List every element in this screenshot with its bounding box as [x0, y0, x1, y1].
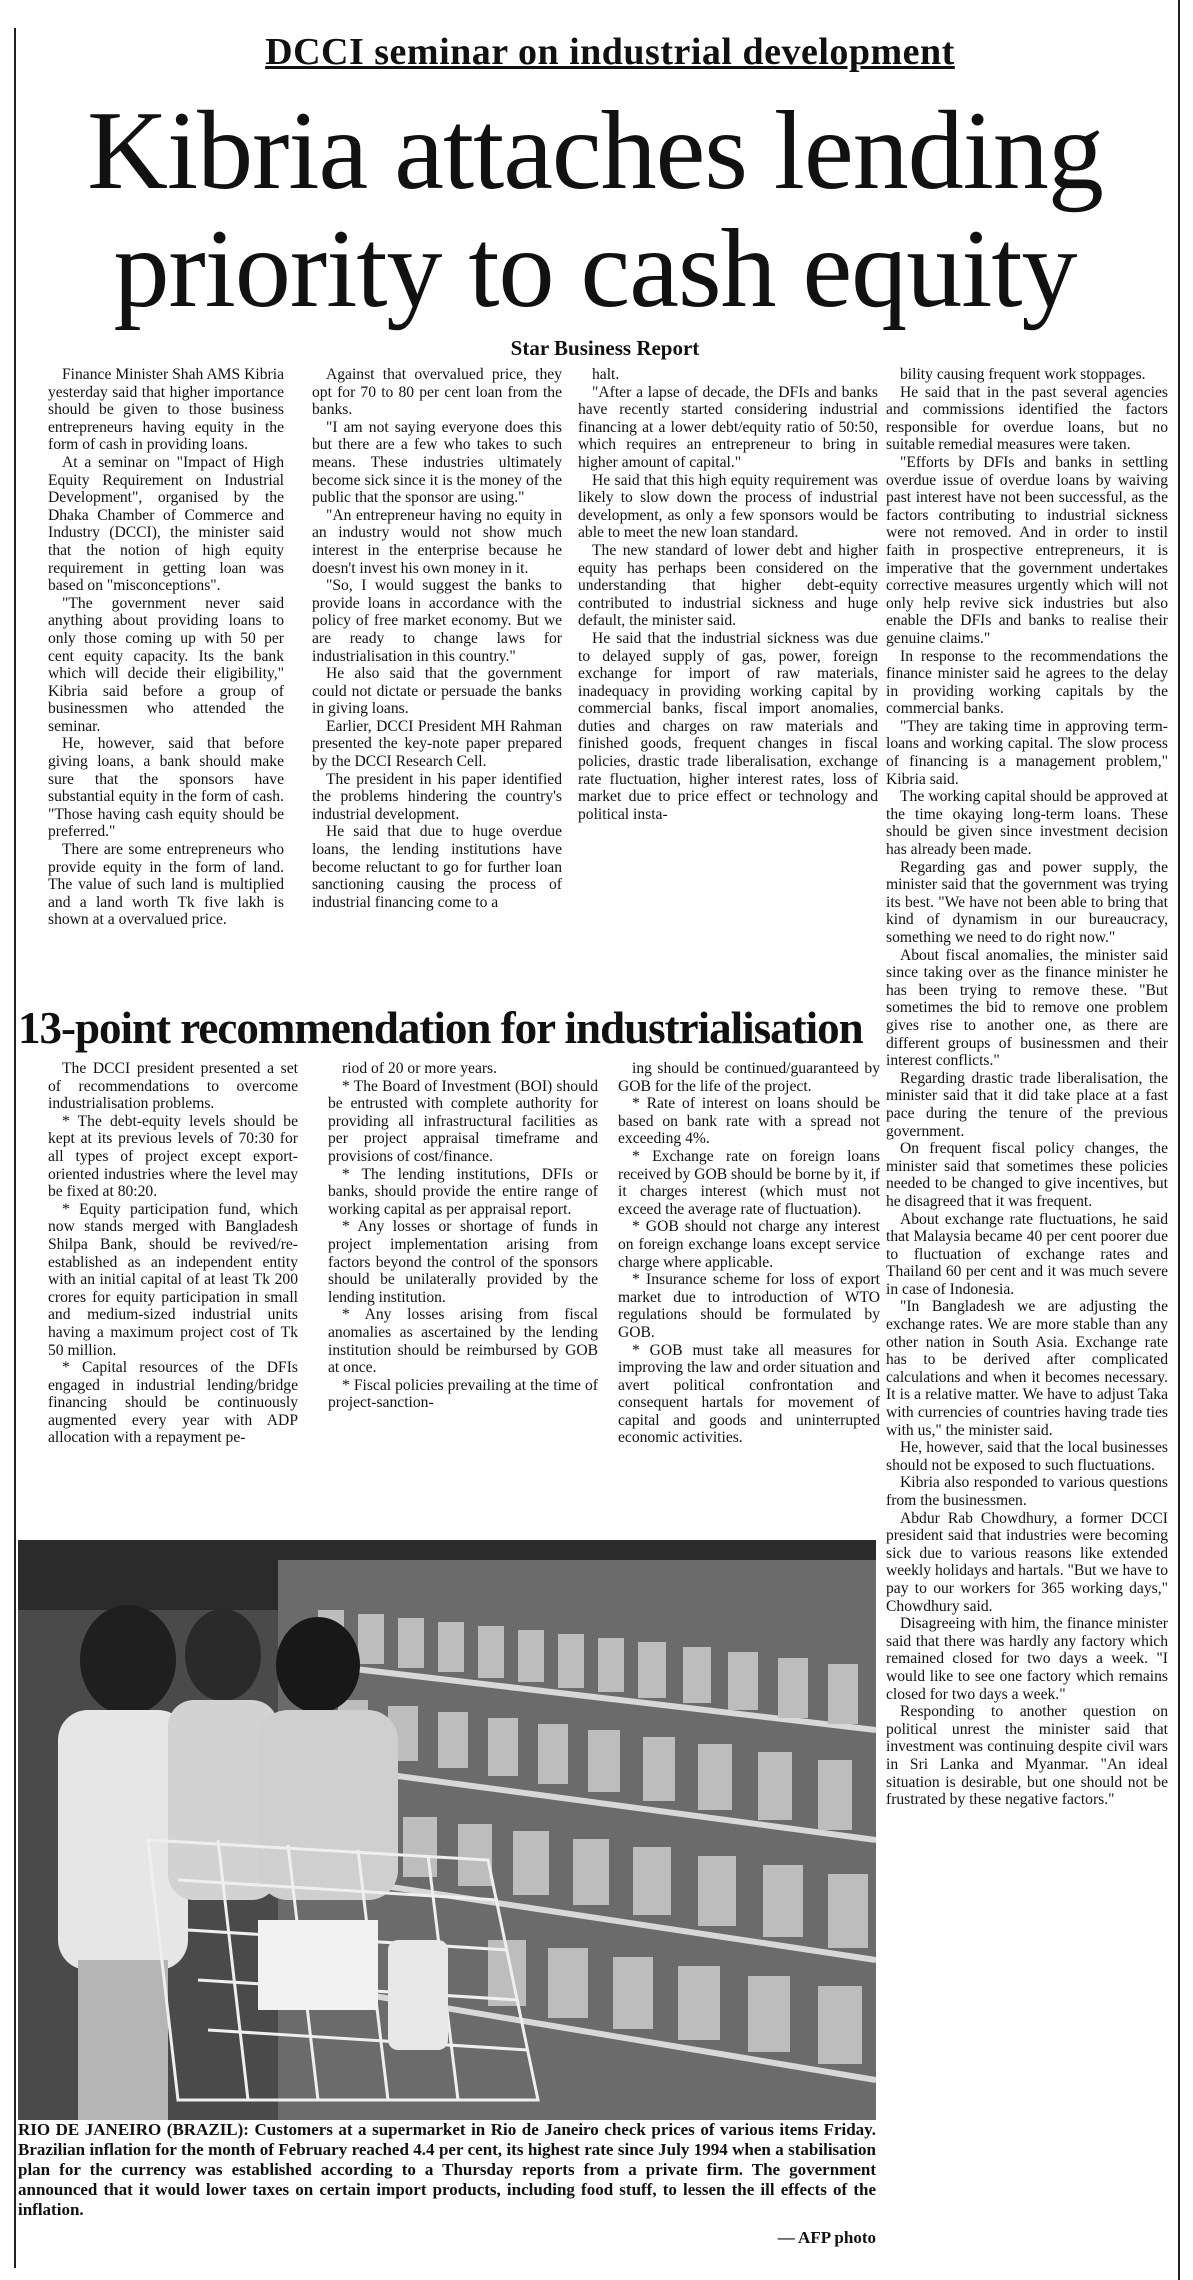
paragraph: "An entrepreneur having no equity in an industry would not show much interest in the enterprise because he doesn't invest his own money in it.	[312, 506, 562, 577]
paragraph: Earlier, DCCI President MH Rahman presented the key-note paper prepared by the DCCI Research Cell.	[312, 717, 562, 771]
kicker-title: DCCI seminar on industrial development	[265, 31, 955, 73]
headline-line-1: Kibria attaches lending	[87, 89, 1103, 213]
paragraph: "Efforts by DFIs and banks in settling overdue issue of overdue loans by waiving past interest have not been successful, as the factors contributing to industrial sickness were not removed. And in order to instil faith in prospective entrepreneurs, it is imperative that the government undertakes corrective measures urgently which will not only help revive sick industries but also enable the DFIs and banks to realise their genuine claims."	[886, 453, 1168, 647]
paragraph: ing should be continued/guaranteed by GOB for the life of the project.	[618, 1060, 880, 1095]
paragraph: "So, I would suggest the banks to provide loans in accordance with the policy of free market economy. But we are ready to change laws for industrialisation in this country."	[312, 577, 562, 665]
paragraph: * The Board of Investment (BOI) should be entrusted with complete authority for providing all infrastructural facilities as per project appraisal timeframe and provisions of cost/finance.	[328, 1077, 598, 1165]
paragraph: He said that due to huge overdue loans, the lending institutions have become reluctant to go for further loan sanctioning causing the process of industrial financing come to a	[312, 823, 562, 911]
subheadline-recommendations: 13-point recommendation for industrialisation	[18, 1003, 863, 1053]
paragraph: The new standard of lower debt and higher equity has perhaps been considered on the understanding that higher debt-equity contributed to industrial sickness and huge default, the minister said.	[578, 541, 878, 630]
paragraph: He said that in the past several agencies and commissions identified the factors responsible for overdue loans, but no suitable remedial measures were taken.	[886, 383, 1168, 454]
paragraph: Disagreeing with him, the finance minister said that there was hardly any factory which remained closed for two days a week. "I would like to see one factory which remains closed for two days a week."	[886, 1615, 1168, 1703]
paragraph: Abdur Rab Chowdhury, a former DCCI president said that industries were becoming sick due to various reasons like extended weekly holidays and hartals. "But we have to pay to our workers for 365 working days," Chowdhury said.	[886, 1509, 1168, 1615]
paragraph: * GOB must take all measures for improving the law and order situation and avert political confrontation and consequent hartals for movement of capital and goods and uninterrupted economic activities.	[618, 1341, 880, 1447]
paragraph: "In Bangladesh we are adjusting the exchange rates. We are more stable than any other nation in South Asia. Exchange rate has to be derived after complicated calculations and when it becomes necessary. It is a relative matter. We have to adjust Taka with currencies of countries having trade ties with us," the minister said.	[886, 1298, 1168, 1439]
paragraph: * Any losses or shortage of funds in project implementation arising from factors beyond the control of the sponsors should be unilaterally provided by the lending institution.	[328, 1218, 598, 1306]
paragraph: He said that this high equity requirement was likely to slow down the process of industrial development, as only a few sponsors would be able to meet the new loan standard.	[578, 471, 878, 542]
paragraph: bility causing frequent work stoppages.	[900, 366, 1146, 383]
article-column-4	[886, 366, 1168, 2256]
photo-credit: — AFP photo	[777, 2228, 876, 2247]
paragraph: The working capital should be approved at the time okaying long-term loans. These should be given since investment decision has already been made.	[886, 788, 1168, 859]
recommendations-column-2	[328, 1060, 598, 1536]
headline-line-2: priority to cash equity	[113, 207, 1077, 331]
article-column-2	[312, 366, 562, 1000]
paragraph: About exchange rate fluctuations, he said that Malaysia became 40 per cent poorer due to fluctuation of exchange rates and Thailand 60 per cent and it was much severe in case of Indonesia.	[886, 1210, 1168, 1298]
headline	[20, 89, 1170, 331]
paragraph: halt.	[592, 366, 620, 383]
paragraph: * Fiscal policies prevailing at the time of project-sanction-	[328, 1376, 598, 1412]
paragraph: There are some entrepreneurs who provide equity in the form of land. The value of such land is multiplied and a land worth Tk five lakh is shown at a overvalued price.	[48, 841, 284, 929]
paragraph: * Exchange rate on foreign loans received by GOB should be borne by it, if it charges interest (which must not exceed the average rate of fluctuation).	[618, 1147, 880, 1218]
article-column-1	[48, 366, 284, 1000]
paragraph: He also said that the government could not dictate or persuade the banks in giving loans.	[312, 665, 562, 718]
paragraph: * Insurance scheme for loss of export market due to introduction of WTO regulations should be formulated by GOB.	[618, 1271, 880, 1341]
paragraph: At a seminar on "Impact of High Equity Requirement on Industrial Development", organised by the Dhaka Chamber of Commerce and Industry (DCCI), the minister said that the notion of high equity requirement in getting loan was based on "misconceptions".	[48, 453, 284, 595]
paragraph: * GOB should not charge any interest on foreign exchange loans except service charge where applicable.	[618, 1218, 880, 1271]
paragraph: Regarding gas and power supply, the minister said that the government was trying its best. "We have not been able to bring that kind of dynamism in our bureaucracy, something we need to do right now."	[886, 858, 1168, 946]
paragraph: * The lending institutions, DFIs or banks, should provide the entire range of working capital as per appraisal report.	[328, 1165, 598, 1218]
paragraph: Against that overvalued price, they opt for 70 to 80 per cent loan from the banks.	[312, 366, 562, 419]
paragraph: * The debt-equity levels should be kept at its previous levels of 70:30 for all types of project except export-oriented industries where the level may be fixed at 80:20.	[48, 1112, 298, 1201]
paragraph: * Any losses arising from fiscal anomalies as ascertained by the lending institution should be reimbursed by GOB at once.	[328, 1306, 598, 1377]
paragraph: He, however, said that before giving loans, a bank should make sure that the sponsors have substantial equity in the form of cash. "Those having cash equity should be preferred."	[48, 735, 284, 841]
paragraph: The DCCI president presented a set of recommendations to overcome industrialisation problems.	[48, 1060, 298, 1113]
page-border-left	[14, 28, 16, 2268]
paragraph: "The government never said anything about providing loans to only those coming up with 50 per cent equity capacity. Its the bank which will decide their eligibility," Kibria said before a group of businessmen who attended the seminar.	[48, 594, 284, 735]
paragraph: "After a lapse of decade, the DFIs and banks have recently started considering industrial financing at a lower debt/equity ratio of 50:50, which requires an entrepreneur to bring in higher amount of capital."	[578, 383, 878, 471]
paragraph: About fiscal anomalies, the minister said since taking over as the finance minister he has been trying to remove these. "But sometimes the bid to remove one problem gives rise to another one, as there are different groups of businessmen and their interest conflicts."	[886, 946, 1168, 1070]
paragraph: "They are taking time in approving term-loans and working capital. The slow process of financing is a management problem," Kibria said.	[886, 717, 1168, 788]
paragraph: On frequent fiscal policy changes, the minister said that sometimes these policies needed to be changed to give incentives, but he disagreed that it was frequent.	[886, 1140, 1168, 1210]
paragraph: Finance Minister Shah AMS Kibria yesterday said that higher importance should be given to those business entrepreneurs having equity in the form of cash in providing loans.	[48, 366, 284, 454]
recommendations-column-3	[618, 1060, 880, 1536]
paragraph: Kibria also responded to various questions from the businessmen.	[886, 1474, 1168, 1509]
supermarket-photo	[18, 1540, 876, 2120]
paragraph: The president in his paper identified the problems hindering the country's industrial development.	[312, 770, 562, 823]
byline: Star Business Report	[510, 336, 700, 360]
paragraph: * Equity participation fund, which now stands merged with Bangladesh Shilpa Bank, should be revived/re-established as an independent entity with an initial capital of at least Tk 200 crores for equity participation in small and medium-sized industrial units having a maximum project cost of Tk 50 million.	[48, 1200, 298, 1359]
paragraph: "I am not saying everyone does this but there are a few who takes to such means. These industries ultimately become sick since it is the money of the public that the sponsor are using."	[312, 418, 562, 507]
paragraph: In response to the recommendations the finance minister said he agrees to the delay in providing working capitals by the commercial banks.	[886, 647, 1168, 718]
recommendations-column-1	[48, 1060, 298, 1536]
supermarket-illustration	[18, 1540, 876, 2120]
page-border-right	[1178, 0, 1180, 2280]
paragraph: Responding to another question on political unrest the minister said that investment was continuing despite civil wars in Sri Lanka and Myanmar. "An ideal situation is desirable, but one should not be frustrated by these negative factors."	[886, 1703, 1168, 1809]
paragraph: He, however, said that the local businesses should not be exposed to such fluctuations.	[886, 1439, 1168, 1474]
paragraph: He said that the industrial sickness was due to delayed supply of gas, power, foreign exchange for import of raw materials, inadequacy in providing working capital by commercial banks, fiscal import anomalies, duties and charges on raw materials and finished goods, frequent changes in fiscal policies, drastic trade liberalisation, exchange rate fluctuation, higher interest rates, loss of market due to price effect or technology and political insta-	[578, 629, 878, 823]
paragraph: * Capital resources of the DFIs engaged in industrial lending/bridge financing should be continuously augmented every year with ADP allocation with a repayment pe-	[48, 1359, 298, 1447]
photo-caption: RIO DE JANEIRO (BRAZIL): Customers at a supermarket in Rio de Janeiro check prices of various items Friday. Brazilian inflation for the month of February reached 4.4 per cent, its highest rate since July 1994 when a stabilisation plan for the currency was established according to a Thursday reports from a private firm. The government announced that it would lower taxes on certain import products, including food stuff, to lessen the ill effects of the inflation.	[18, 2120, 876, 2219]
paragraph: Regarding drastic trade liberalisation, the minister said that it did take place at a fast pace during the tenure of the previous government.	[886, 1069, 1168, 1140]
article-column-3	[578, 366, 878, 1000]
paragraph: riod of 20 or more years.	[342, 1060, 498, 1077]
paragraph: * Rate of interest on loans should be based on bank rate with a spread not exceeding 4%.	[618, 1095, 880, 1148]
